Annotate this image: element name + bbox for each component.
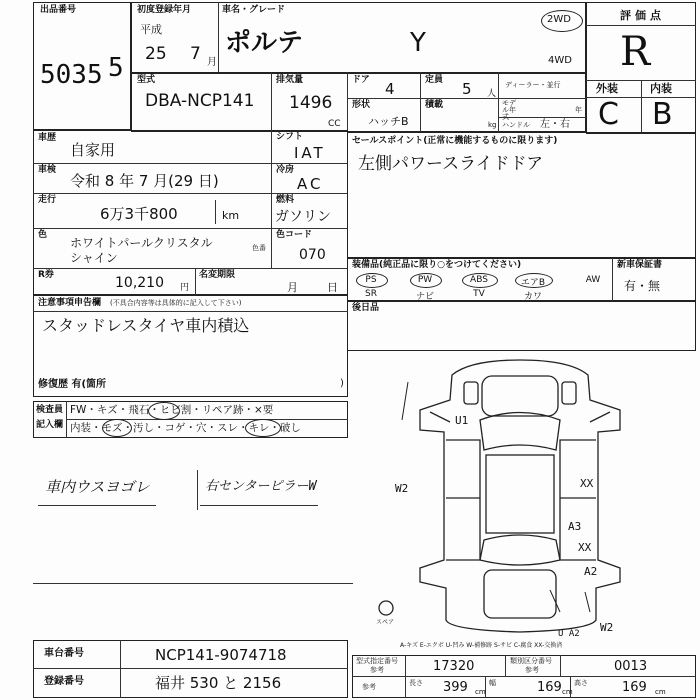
inspector-row-2: 内装・モズ・汚し・コゲ・穴・スレ・キレ・破し xyxy=(70,422,301,434)
plate-label: 登録番号 xyxy=(44,676,84,687)
fuel-value: ガソリン xyxy=(275,209,331,225)
yen-unit: 円 xyxy=(180,283,190,293)
color-num-label: 色番 xyxy=(252,244,266,252)
rating-value: R xyxy=(620,29,651,75)
handle-label: ハンドル xyxy=(502,121,530,129)
left-mirror xyxy=(430,412,450,422)
body-value: ハッチB xyxy=(368,115,409,128)
equip-leather: カワ xyxy=(523,292,542,302)
car-outline-outer xyxy=(420,360,620,632)
trunk xyxy=(484,570,556,618)
aftermarket-label: 後日品 xyxy=(352,303,380,313)
rating-label: 評価点 xyxy=(620,9,665,22)
new-warranty-label: 新車保証書 xyxy=(617,260,663,270)
height-unit: cm xyxy=(655,688,666,696)
model-label: 型式 xyxy=(137,75,156,85)
reg-month-label: 月 xyxy=(287,281,298,294)
right-mirror xyxy=(590,412,610,422)
roof xyxy=(486,455,554,533)
length-value: 399 xyxy=(443,680,468,695)
grade: Y xyxy=(410,28,426,58)
sales-point-text: 左側パワースライドドア xyxy=(358,154,544,174)
equip-abs: ABS xyxy=(470,275,488,285)
model-value: DBA-NCP141 xyxy=(145,91,255,111)
lot-label: 出品番号 xyxy=(40,5,77,15)
ac-label: 冷房 xyxy=(276,165,295,175)
capacity-value: 5 xyxy=(462,80,472,98)
fuel-label: 燃料 xyxy=(276,195,295,205)
model-year-label: モデル年式 xyxy=(502,99,516,121)
year-unit: 年 xyxy=(575,106,582,114)
spare-label: スペア xyxy=(376,619,395,626)
repair-close: ) xyxy=(340,378,344,389)
height-label: 高さ xyxy=(574,679,588,687)
color-value: ホワイトパールクリスタル シャイン xyxy=(70,236,213,265)
doors-value: 4 xyxy=(385,80,395,98)
exterior-score: C xyxy=(598,97,619,132)
chassis-value: NCP141-9074718 xyxy=(155,646,287,664)
first-reg-label: 初度登録年月 xyxy=(137,5,192,15)
history-label: 車歴 xyxy=(38,133,57,143)
interior-score: B xyxy=(652,97,673,132)
color-code-value: 070 xyxy=(299,247,326,263)
drive-4wd: 4WD xyxy=(548,55,572,66)
length-unit: cm xyxy=(475,688,486,696)
recycle-value: 10,210 xyxy=(115,275,164,291)
car-name: ポルテ xyxy=(225,28,304,58)
equip-navi: ナビ xyxy=(415,292,434,302)
inspection-value: 令和 8 年 7 月(29 日) xyxy=(70,172,219,190)
displacement-value: 1496 xyxy=(289,93,333,113)
repair-label: 修復歴 有(箇所 xyxy=(38,379,107,390)
mark-xx-1: XX xyxy=(580,477,594,490)
km-unit: km xyxy=(222,209,240,222)
mileage-label: 走行 xyxy=(38,195,57,205)
front-bumper-right xyxy=(562,382,576,404)
era: 平成 xyxy=(140,23,162,36)
equipment-label: 装備品(純正品に限り○をつけてください) xyxy=(352,260,522,270)
equip-sr: SR xyxy=(365,289,377,299)
equip-tv: TV xyxy=(473,289,485,299)
dealer-label: ディーラー・並行 xyxy=(505,81,561,89)
person-unit: 人 xyxy=(487,89,497,99)
color-label: 色 xyxy=(38,230,48,240)
chassis-label: 車台番号 xyxy=(44,648,84,659)
exterior-label: 外装 xyxy=(596,82,618,95)
new-warranty-value: 有・無 xyxy=(624,279,661,293)
car-name-label: 車名・グレード xyxy=(222,5,286,15)
length-label: 長さ xyxy=(409,679,423,687)
mark-u1: U1 xyxy=(455,414,469,427)
kg-unit: kg xyxy=(488,121,497,129)
color-code-label: 色コード xyxy=(276,230,313,240)
mark-a3: A3 xyxy=(568,520,582,533)
category-label: 類別区分番号 xyxy=(510,657,552,665)
lot-number-suffix: 5 xyxy=(108,53,124,83)
width-label: 幅 xyxy=(489,679,496,687)
hood xyxy=(482,376,558,416)
width-value: 169 xyxy=(537,680,562,695)
lot-number: 5035 xyxy=(40,60,103,90)
month-unit: 月 xyxy=(207,57,217,68)
inspection-label: 車検 xyxy=(38,165,57,175)
inspector-note-left: 車内ウスヨゴレ xyxy=(45,478,150,496)
history-value: 自家用 xyxy=(70,141,116,159)
inspector-label-2: 記入欄 xyxy=(36,420,64,430)
recycle-label: R券 xyxy=(38,270,54,280)
sales-point-label: セールスポイント(正常に機能するものに限ります) xyxy=(352,136,558,146)
height-value: 169 xyxy=(622,680,647,695)
shift-value: IAT xyxy=(294,144,326,162)
front-bumper-left xyxy=(464,382,478,404)
reg-month: 7 xyxy=(190,44,201,64)
cc-unit: CC xyxy=(328,119,341,129)
inspector-row-1: FW・キズ・飛石・ヒビ割・リペア跡・×要 xyxy=(70,404,274,416)
ref-label-3: 参考 xyxy=(362,683,376,691)
type-spec-value: 17320 xyxy=(433,659,475,674)
plate-value: 福井 530 と 2156 xyxy=(155,674,282,692)
mark-u-a2: U A2 xyxy=(558,629,580,639)
spare-wheel xyxy=(379,601,393,615)
notes-sublabel: (不具合内容等は具体的に記入して下さい) xyxy=(110,299,242,307)
mark-w2-rear: W2 xyxy=(600,621,614,634)
registration-limit-label: 名変期限 xyxy=(199,270,236,280)
inspector-label-1: 検査員 xyxy=(36,405,64,415)
reg-day-label: 日 xyxy=(327,281,338,294)
type-spec-label: 型式指定番号 xyxy=(356,657,398,665)
equip-ps: PS xyxy=(365,275,377,285)
notes-text: スタッドレスタイヤ車内積込 xyxy=(42,316,250,335)
mark-xx-2: XX xyxy=(578,541,592,554)
category-value: 0013 xyxy=(614,659,648,674)
mark-w2-left: W2 xyxy=(395,482,409,495)
inspector-note-right: 右センターピラーW xyxy=(205,479,317,494)
ac-value: AC xyxy=(297,175,324,193)
capacity-label: 定員 xyxy=(425,75,444,85)
body-label: 形状 xyxy=(352,100,371,110)
handle-value: 左・右 xyxy=(540,119,570,130)
damage-legend: A-キズ E-エクボ U-凹み W-補修跡 S-サビ C-腐食 XX-交換済 xyxy=(400,642,563,649)
doors-label: ドア xyxy=(352,75,370,85)
equip-pw: PW xyxy=(417,275,433,285)
displacement-label: 排気量 xyxy=(276,75,304,85)
ref-label-2: 参考 xyxy=(525,666,539,674)
equip-airbag: エアB xyxy=(520,278,546,288)
windshield xyxy=(480,413,560,451)
ref-label-1: 参考 xyxy=(370,666,384,674)
left-doors xyxy=(446,440,480,560)
shift-label: シフト xyxy=(276,132,304,142)
load-label: 積載 xyxy=(425,100,444,110)
reg-year: 25 xyxy=(145,44,167,64)
drive-2wd: 2WD xyxy=(547,14,571,25)
mark-a2: A2 xyxy=(584,565,598,578)
notes-label: 注意事項申告欄 xyxy=(38,298,102,308)
width-unit: cm xyxy=(562,688,573,696)
mileage-value: 6万3千800 xyxy=(100,205,178,223)
equip-aw: AW xyxy=(585,275,601,285)
rear-window xyxy=(480,535,560,565)
interior-label: 内装 xyxy=(650,82,672,95)
